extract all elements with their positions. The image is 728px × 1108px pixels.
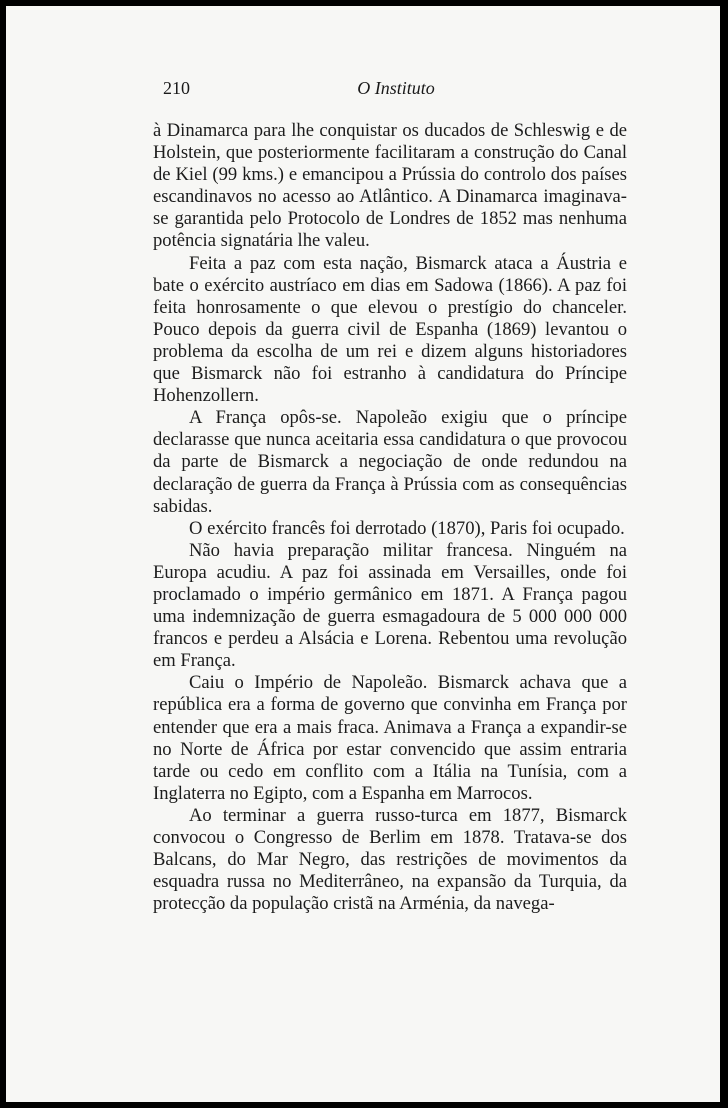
paragraph: Ao terminar a guerra russo-turca em 1877, Bismarck convocou o Congresso de Berlim em 1878. Tratava-se dos Balcans, do Mar Negro, das restrições de movimentos da esquadra russa no Mediterrâneo, na expansão da Turquia, da protecção da população cristã na Arménia, da navega- bbox=[153, 804, 627, 915]
running-title: O Instituto bbox=[357, 78, 435, 98]
paragraph: O exército francês foi derrotado (1870), Paris foi ocupado. bbox=[189, 517, 625, 539]
paragraph: A França opôs-se. Napoleão exigiu que o príncipe declarasse que nunca aceitaria essa candidatura o que provocou da parte de Bismarck a negociação de onde redundou na declaração de guerra da França à Prússia com as consequências sabidas. bbox=[153, 407, 627, 517]
page-number: 210 bbox=[163, 78, 190, 98]
paragraph: Feita a paz com esta nação, Bismarck ataca a Áustria e bate o exército austríaco em dias em Sadowa (1866). A paz foi feita honrosamente o que elevou o prestígio do chanceler. Pouco depois da guerra civil de Espanha (1869) levantou o problema da escolha de um rei e dizem alguns historiadores que Bismarck não foi estranho à candidatura do Príncipe Hohenzollern. bbox=[153, 252, 627, 407]
page-header bbox=[159, 78, 633, 106]
paragraph: Não havia preparação militar francesa. Ninguém na Europa acudiu. A paz foi assinada em Versailles, onde foi proclamado o império germânico em 1871. A França pagou uma indemnização de guerra esmagadoura de 5 000 000 000 francos e perdeu a Alsácia e Lorena. Rebentou uma revolução em França. bbox=[153, 539, 627, 672]
body-text bbox=[153, 120, 627, 915]
paragraph: à Dinamarca para lhe conquistar os ducados de Schleswig e de Holstein, que posteriormente facilitaram a construção do Canal de Kiel (99 kms.) e emancipou a Prússia do controlo dos países escandinavos no acesso ao Atlântico. A Dinamarca imaginava-se garantida pelo Protocolo de Londres de 1852 mas nenhuma potência signatária lhe valeu. bbox=[153, 120, 627, 252]
paragraph: Caiu o Império de Napoleão. Bismarck achava que a república era a forma de governo que convinha em França por entender que era a mais fraca. Animava a França a expandir-se no Norte de África por estar convencido que assim entraria tarde ou cedo em conflito com a Itália na Tunísia, com a Inglaterra no Egipto, com a Espanha em Marrocos. bbox=[153, 672, 627, 804]
